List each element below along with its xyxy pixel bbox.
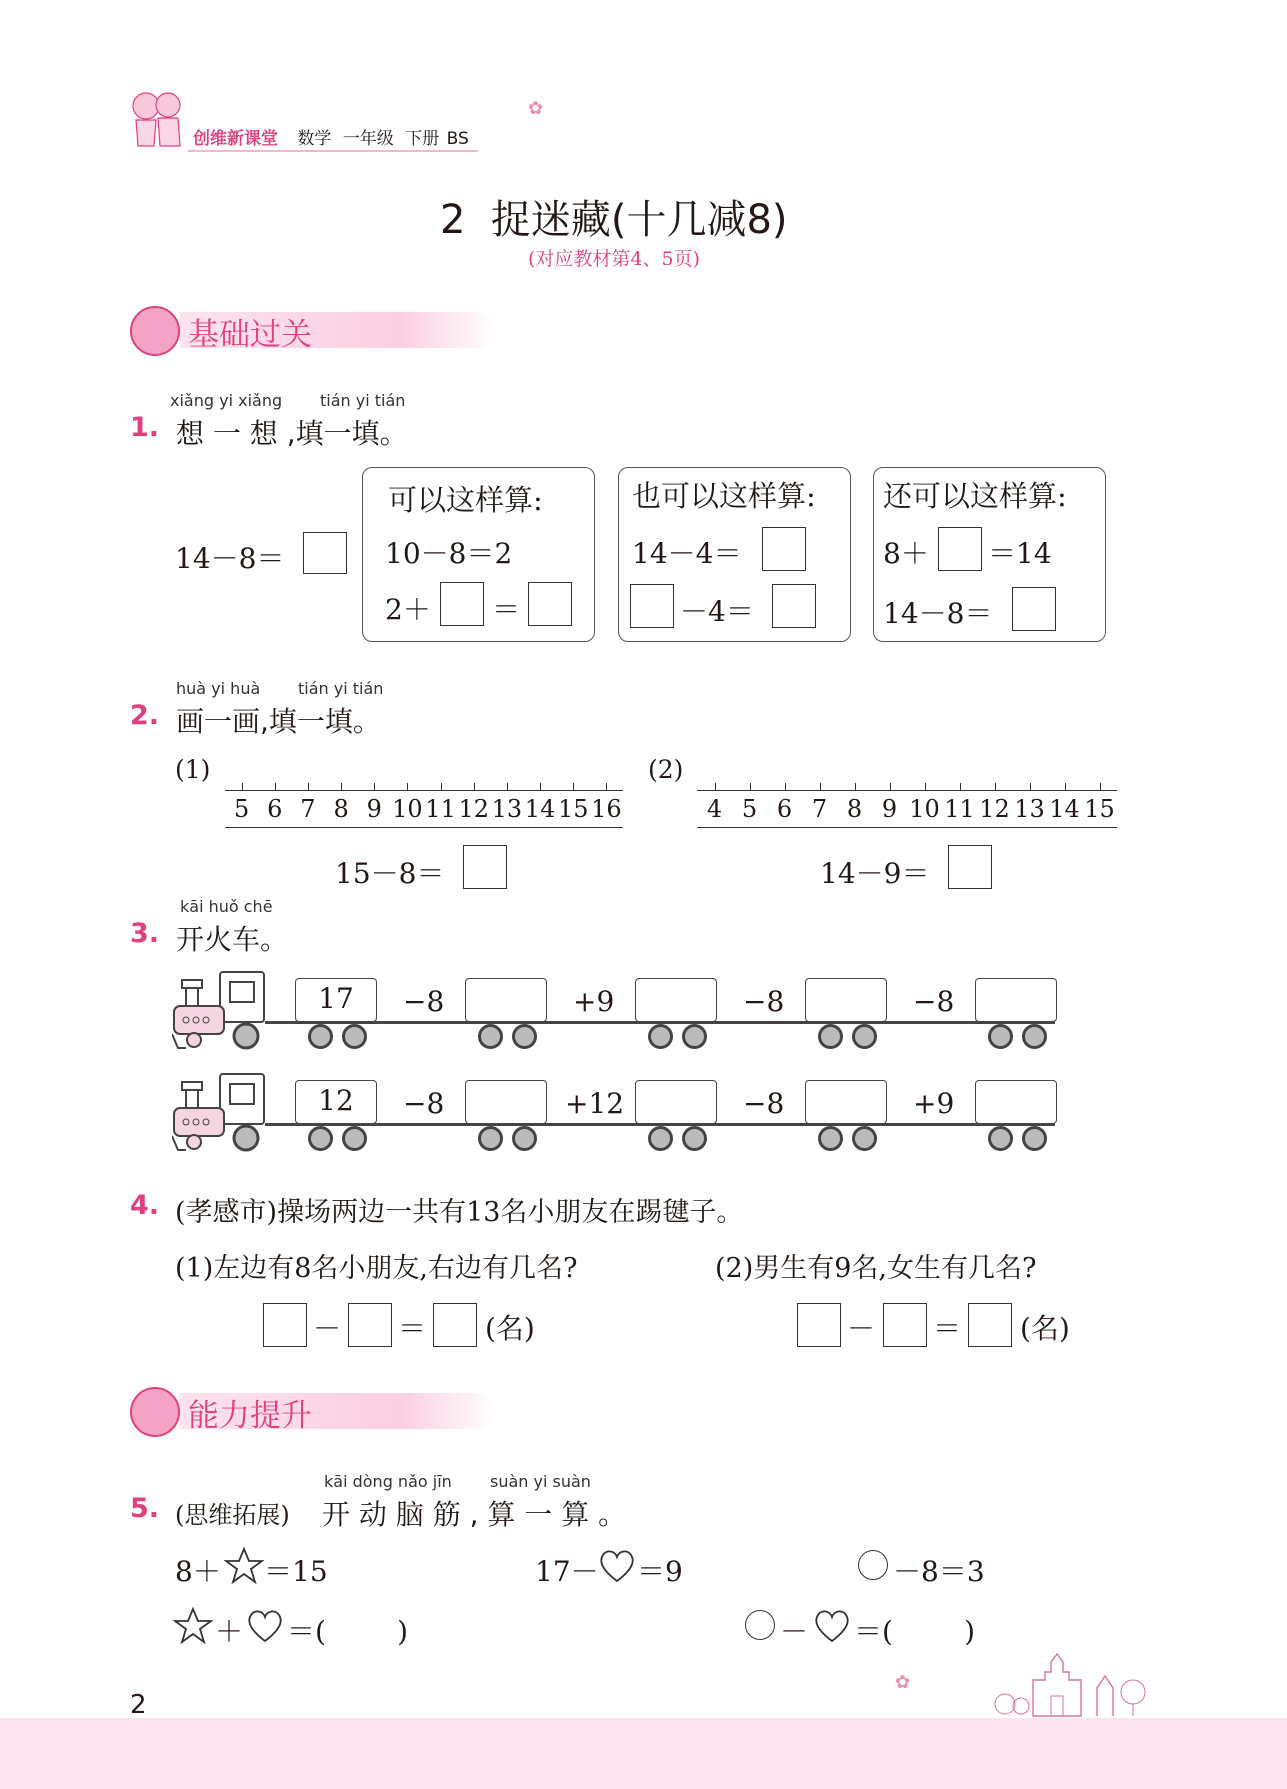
q4-part1-box-2[interactable]: [348, 1303, 392, 1347]
q1-panel-c-box-1[interactable]: [938, 527, 982, 571]
ruler-number: 13: [1014, 795, 1045, 823]
ruler-number: 5: [741, 795, 758, 823]
q1-number: 1.: [130, 412, 160, 443]
ruler-tick: [1030, 783, 1031, 791]
q4-part1-unit: (名): [485, 1312, 535, 1345]
q1-panel-b-box-1[interactable]: [762, 527, 806, 571]
ruler-number: 10: [909, 795, 940, 823]
heart-icon: [245, 1607, 285, 1645]
q4-part1-box-3[interactable]: [433, 1303, 477, 1347]
q4-part2-question: (2)男生有9名,女生有几名?: [715, 1253, 1037, 1284]
q2-part1-expression: 15－8＝: [335, 857, 445, 890]
ruler-number: 13: [491, 795, 523, 823]
train2-op-4: +9: [913, 1087, 955, 1120]
ruler-number: 6: [776, 795, 793, 823]
train1-wheel: [1022, 1024, 1047, 1049]
circle-icon: [858, 1550, 888, 1580]
q1-panel-b-title: 也可以这样算:: [632, 479, 816, 513]
ruler-number: 7: [811, 795, 828, 823]
ruler-tick: [407, 783, 408, 791]
q5-eq4-op: ＋: [215, 1615, 244, 1648]
train2-op-2: +12: [565, 1087, 625, 1120]
heart-icon: [812, 1607, 852, 1645]
q1-panel-a-title: 可以这样算:: [388, 483, 543, 517]
train2-wheel: [512, 1126, 537, 1151]
circle-icon: [745, 1610, 775, 1640]
q1-main-answer-box[interactable]: [303, 532, 347, 574]
ruler-tick: [925, 783, 926, 791]
train2-wheel: [478, 1126, 503, 1151]
q4-part2-box-1[interactable]: [797, 1303, 841, 1347]
q1-panel-a-line2a: 2＋: [385, 593, 431, 626]
q4-part1-minus: －: [313, 1312, 342, 1345]
ruler-tick: [1065, 783, 1066, 791]
q2-ruler-2: [697, 790, 1117, 828]
section-basic: [130, 306, 510, 352]
ruler-number: 15: [1084, 795, 1115, 823]
q1-panel-c-line2: 14－8＝: [883, 597, 993, 630]
ruler-number: 8: [333, 795, 349, 823]
section-advanced-title: 能力提升: [188, 1398, 312, 1434]
ruler-number: 11: [944, 795, 975, 823]
train2-op-3: −8: [743, 1087, 785, 1120]
train1-car-3[interactable]: [635, 978, 717, 1022]
q2-pinyin-2: tián yi tián: [298, 679, 384, 698]
train1-wheel: [512, 1024, 537, 1049]
ruler-tick: [474, 783, 475, 791]
q4-part2-box-2[interactable]: [883, 1303, 927, 1347]
q2-part1-label: (1): [175, 755, 211, 784]
train2-wheel: [852, 1126, 877, 1151]
q5-pinyin-2: suàn yi suàn: [490, 1472, 591, 1491]
train2-wheel: [682, 1126, 707, 1151]
ruler-tick: [606, 783, 607, 791]
q5-eq5-op: －: [780, 1615, 809, 1648]
header-brand: 创维新课堂: [193, 129, 278, 149]
q1-panel-c-line1a: 8＋: [883, 537, 929, 570]
train2-car-4[interactable]: [805, 1080, 887, 1124]
q2-part2-label: (2): [648, 755, 684, 784]
q4-part2-unit: (名): [1020, 1312, 1070, 1345]
train1-car-1: 17: [295, 978, 377, 1022]
header-volume: 下册: [405, 129, 440, 149]
q5-eq4-result[interactable]: ＝( ): [287, 1615, 409, 1648]
ruler-tick: [715, 783, 716, 791]
star-icon: [173, 1606, 213, 1646]
ruler-number: 5: [233, 795, 250, 823]
q4-number: 4.: [130, 1190, 160, 1221]
ruler-number: 12: [458, 795, 490, 823]
ruler-number: 15: [557, 795, 589, 823]
q1-text: 想 一 想 ,填一填。: [176, 417, 408, 450]
q4-part1-equals: ＝: [398, 1312, 427, 1345]
q1-main-expression: 14－8＝: [175, 542, 285, 575]
ruler-number: 7: [300, 795, 316, 823]
q4-part1-question: (1)左边有8名小朋友,右边有几名?: [175, 1253, 578, 1284]
ruler-tick: [890, 783, 891, 791]
page-subtitle: (对应教材第4、5页): [528, 248, 701, 270]
q2-pinyin-1: huà yi huà: [176, 679, 261, 698]
q2-part1-answer-box[interactable]: [463, 845, 507, 889]
q1-panel-c-title: 还可以这样算:: [883, 479, 1067, 513]
ruler-number: 12: [979, 795, 1010, 823]
header-subject: 数学: [297, 129, 332, 149]
q1-panel-b-box-3[interactable]: [772, 584, 816, 628]
ruler-number: 11: [425, 795, 456, 823]
q5-text: 开 动 脑 筋 , 算 一 算 。: [322, 1498, 627, 1531]
train2-car-3[interactable]: [635, 1080, 717, 1124]
castle-icon: [985, 1650, 1155, 1718]
ruler-tick: [275, 783, 276, 791]
ruler-tick: [507, 783, 508, 791]
ruler-number: 10: [392, 795, 423, 823]
ruler-tick: [308, 783, 309, 791]
q1-pinyin-1: xiǎng yi xiǎng: [170, 391, 283, 410]
train1-car-2[interactable]: [465, 978, 547, 1022]
q3-pinyin: kāi huǒ chē: [180, 897, 273, 916]
ruler-number: 6: [267, 795, 283, 823]
q4-part1-box-1[interactable]: [263, 1303, 307, 1347]
q5-eq2-left: 17－: [535, 1555, 599, 1588]
q1-panel-c-line1b: ＝14: [988, 537, 1052, 570]
q2-number: 2.: [130, 700, 160, 731]
q1-panel-a-box-1[interactable]: [440, 582, 484, 626]
q5-eq1-left: 8＋: [175, 1555, 221, 1588]
ruler-tick: [785, 783, 786, 791]
ruler-tick: [995, 783, 996, 791]
ruler-number: 8: [846, 795, 863, 823]
train2-car-2[interactable]: [465, 1080, 547, 1124]
q2-part2-expression: 14－9＝: [820, 857, 930, 890]
q5-eq1-right: ＝15: [264, 1555, 328, 1588]
q4-part2-box-3[interactable]: [968, 1303, 1012, 1347]
train1-car-5[interactable]: [975, 978, 1057, 1022]
train1-op-4: −8: [913, 985, 955, 1018]
q1-pinyin-2: tián yi tián: [320, 391, 406, 410]
train1-wheel: [308, 1024, 333, 1049]
q3-text: 开火车。: [176, 923, 289, 956]
ruler-tick: [441, 783, 442, 791]
train1-wheel: [478, 1024, 503, 1049]
kid-icon: [130, 306, 180, 356]
q2-part2-answer-box[interactable]: [948, 845, 992, 889]
train1-wheel: [852, 1024, 877, 1049]
q5-pinyin-1: kāi dòng nǎo jīn: [324, 1472, 452, 1491]
train2-wheel: [308, 1126, 333, 1151]
train1-car-4[interactable]: [805, 978, 887, 1022]
q1-panel-c-box-2[interactable]: [1012, 587, 1056, 631]
train1-op-2: +9: [573, 985, 615, 1018]
ruler-tick: [820, 783, 821, 791]
q5-eq5-result[interactable]: ＝( ): [854, 1615, 976, 1648]
q4-part2-minus: －: [847, 1312, 876, 1345]
q5-eq3: －8＝3: [893, 1555, 985, 1588]
q1-panel-a-line1: 10－8＝2: [385, 537, 513, 570]
ruler-tick: [341, 783, 342, 791]
train-engine-icon: [172, 970, 272, 1054]
star-icon: [224, 1546, 264, 1586]
train1-op-1: −8: [403, 985, 445, 1018]
ruler-tick: [573, 783, 574, 791]
ruler-tick: [1100, 783, 1101, 791]
q1-panel-b-line2: －4＝: [680, 595, 754, 628]
header-underline: [188, 150, 478, 152]
q1-panel-b-line1: 14－4＝: [632, 537, 742, 570]
train2-wheel: [818, 1126, 843, 1151]
page-number: 2: [130, 1690, 147, 1720]
ruler-tick: [855, 783, 856, 791]
flower-icon: ✿: [528, 98, 544, 119]
ruler-number: 4: [706, 795, 723, 823]
train1-wheel: [988, 1024, 1013, 1049]
q2-ruler-1: [225, 790, 623, 828]
heart-icon: [597, 1547, 637, 1585]
header-edition: BS: [446, 129, 469, 149]
q5-number: 5.: [130, 1493, 160, 1524]
ruler-number: 14: [524, 795, 556, 823]
kid-icon: [130, 1387, 180, 1437]
section-basic-title: 基础过关: [188, 317, 312, 353]
ruler-number: 9: [366, 795, 382, 823]
ruler-tick: [540, 783, 541, 791]
ruler-tick: [960, 783, 961, 791]
ruler-tick: [374, 783, 375, 791]
q1-panel-a-box-2[interactable]: [528, 582, 572, 626]
train1-wheel: [648, 1024, 673, 1049]
q2-text: 画一画,填一填。: [176, 705, 381, 738]
q4-part2-equals: ＝: [933, 1312, 962, 1345]
train2-car-1: 12: [295, 1080, 377, 1124]
train2-wheel: [342, 1126, 367, 1151]
train2-op-1: −8: [403, 1087, 445, 1120]
train1-wheel: [818, 1024, 843, 1049]
train1-op-3: −8: [743, 985, 785, 1018]
train2-car-5[interactable]: [975, 1080, 1057, 1124]
section-advanced: [130, 1387, 510, 1433]
q3-number: 3.: [130, 918, 160, 949]
ruler-number: 16: [591, 795, 622, 823]
q5-prefix: (思维拓展): [175, 1501, 290, 1529]
q5-eq2-right: ＝9: [637, 1555, 683, 1588]
header-logo: [128, 88, 188, 150]
q1-panel-a-line2b: ＝: [492, 593, 521, 626]
footer-band: [0, 1718, 1287, 1789]
train2-wheel: [648, 1126, 673, 1151]
q1-panel-b-box-2[interactable]: [630, 584, 674, 628]
ruler-number: 9: [881, 795, 898, 823]
ruler-tick: [750, 783, 751, 791]
train2-wheel: [988, 1126, 1013, 1151]
train-engine-icon: [172, 1072, 272, 1156]
header-grade: 一年级: [342, 129, 394, 149]
flower-icon: ✿: [895, 1672, 911, 1693]
ruler-tick: [242, 783, 243, 791]
q4-text: (孝感市)操场两边一共有13名小朋友在踢毽子。: [175, 1197, 744, 1228]
train2-wheel: [1022, 1126, 1047, 1151]
ruler-number: 14: [1049, 795, 1080, 823]
train1-wheel: [682, 1024, 707, 1049]
page-title: 2 捉迷藏(十几减8): [440, 197, 788, 243]
train1-wheel: [342, 1024, 367, 1049]
